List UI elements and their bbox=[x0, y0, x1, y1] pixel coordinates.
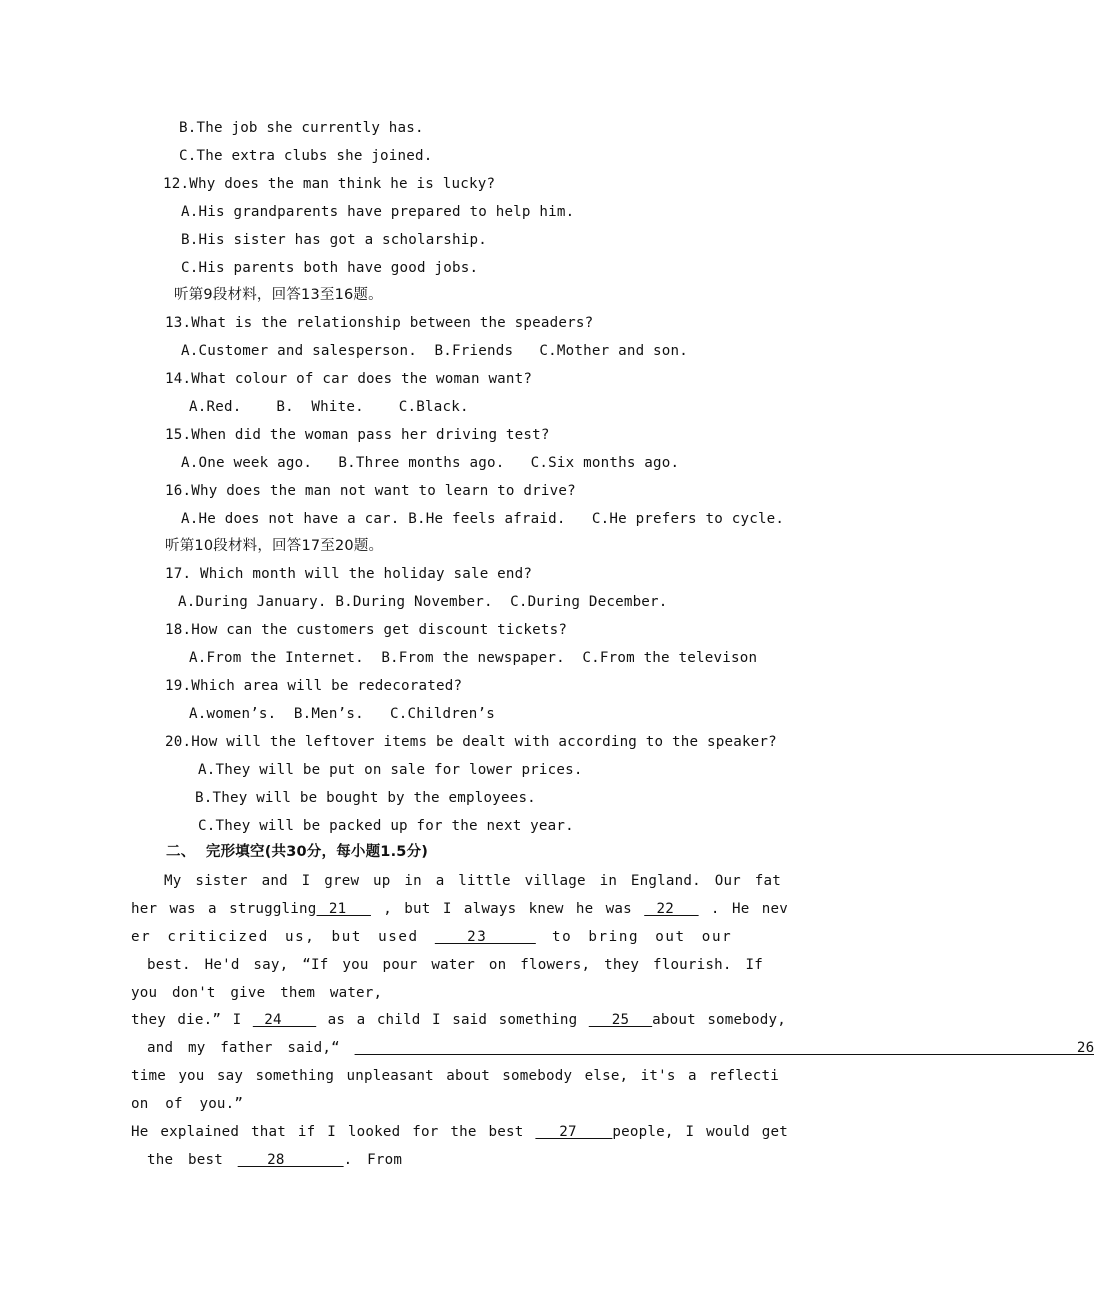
part2-heading: 二、 完形填空(共30分，每小题1.5分) bbox=[166, 844, 429, 860]
q19-options: A.women’s. B.Men’s. C.Children’s bbox=[189, 706, 495, 722]
q11-option-b: B.The job she currently has. bbox=[179, 120, 424, 136]
blank-21: 21 bbox=[316, 901, 371, 917]
passage-text: they die.” I bbox=[131, 1012, 253, 1028]
q13-stem: 13.What is the relationship between the speaders? bbox=[165, 315, 594, 331]
passage-text: , but I always knew he was bbox=[370, 901, 645, 917]
passage-line-9: on of you.” bbox=[131, 1096, 244, 1112]
blank-24: 24 bbox=[252, 1012, 317, 1028]
blank-28: 28 bbox=[237, 1152, 344, 1168]
passage-line-7 bbox=[147, 1038, 1094, 1058]
q18-stem: 18.How can the customers get discount tickets? bbox=[165, 622, 568, 638]
blank-27: 27 bbox=[535, 1124, 613, 1140]
q20-option-b: B.They will be bought by the employees. bbox=[195, 790, 536, 806]
q12-option-b: B.His sister has got a scholarship. bbox=[181, 232, 487, 248]
passage-text: to bring out our bbox=[535, 929, 733, 945]
passage-text: the best bbox=[147, 1152, 238, 1168]
q14-options: A.Red. B. White. C.Black. bbox=[189, 399, 469, 415]
passage-text: . He nev bbox=[698, 901, 788, 917]
q20-option-a: A.They will be put on sale for lower prices. bbox=[198, 762, 583, 778]
q14-stem: 14.What colour of car does the woman want? bbox=[165, 371, 533, 387]
q13-options: A.Customer and salesperson. B.Friends C.Mother and son. bbox=[181, 343, 689, 359]
passage-line-10 bbox=[131, 1122, 788, 1142]
q15-stem: 15.When did the woman pass her driving test? bbox=[165, 427, 550, 443]
passage-line-8: time you say something unpleasant about somebody else, it's a reflecti bbox=[131, 1068, 779, 1084]
passage-text: er criticized us, but used bbox=[131, 929, 435, 945]
q17-options: A.During January. B.During November. C.During December. bbox=[178, 594, 668, 610]
q16-stem: 16.Why does the man not want to learn to drive? bbox=[165, 483, 576, 499]
blank-26: 26 bbox=[354, 1040, 1094, 1056]
q15-options: A.One week ago. B.Three months ago. C.Six months ago. bbox=[181, 455, 680, 471]
q16-options: A.He does not have a car. B.He feels afraid. C.He prefers to cycle. bbox=[181, 511, 785, 527]
passage-line-6 bbox=[131, 1010, 786, 1030]
blank-25: 25 bbox=[588, 1012, 653, 1028]
passage-text: as a child I said something bbox=[316, 1012, 589, 1028]
q20-stem: 20.How will the leftover items be dealt with according to the speaker? bbox=[165, 734, 777, 750]
passage-text: her was a struggling bbox=[131, 901, 317, 917]
q12-option-c: C.His parents both have good jobs. bbox=[181, 260, 479, 276]
q17-stem: 17. Which month will the holiday sale end? bbox=[165, 566, 533, 582]
blank-23: 23 bbox=[434, 929, 536, 945]
passage-text: about somebody, bbox=[652, 1012, 786, 1028]
q19-stem: 19.Which area will be redecorated? bbox=[165, 678, 463, 694]
q12-stem: 12.Why does the man think he is lucky? bbox=[163, 176, 496, 192]
passage-line-4: best. He'd say, “If you pour water on flowers, they flourish. If bbox=[147, 957, 763, 973]
section-9-instruction: 听第9段材料，回答13至16题。 bbox=[174, 287, 383, 303]
q20-option-c: C.They will be packed up for the next year. bbox=[198, 818, 574, 834]
passage-line-2 bbox=[131, 899, 788, 919]
passage-text: He explained that if I looked for the best bbox=[131, 1124, 536, 1140]
passage-text: people, I would get bbox=[612, 1124, 789, 1140]
passage-line-3 bbox=[131, 927, 732, 947]
section-10-instruction: 听第10段材料，回答17至20题。 bbox=[165, 538, 384, 554]
blank-22: 22 bbox=[644, 901, 699, 917]
q11-option-c: C.The extra clubs she joined. bbox=[179, 148, 433, 164]
passage-line-5: you don't give them water, bbox=[131, 985, 383, 1001]
passage-line-1: My sister and I grew up in a little village in England. Our fat bbox=[164, 873, 781, 889]
passage-text: . From bbox=[343, 1152, 403, 1168]
q18-options: A.From the Internet. B.From the newspaper. C.From the televison bbox=[189, 650, 758, 666]
q12-option-a: A.His grandparents have prepared to help him. bbox=[181, 204, 575, 220]
passage-text: and my father said,“ bbox=[147, 1040, 355, 1056]
passage-line-11 bbox=[147, 1150, 402, 1170]
